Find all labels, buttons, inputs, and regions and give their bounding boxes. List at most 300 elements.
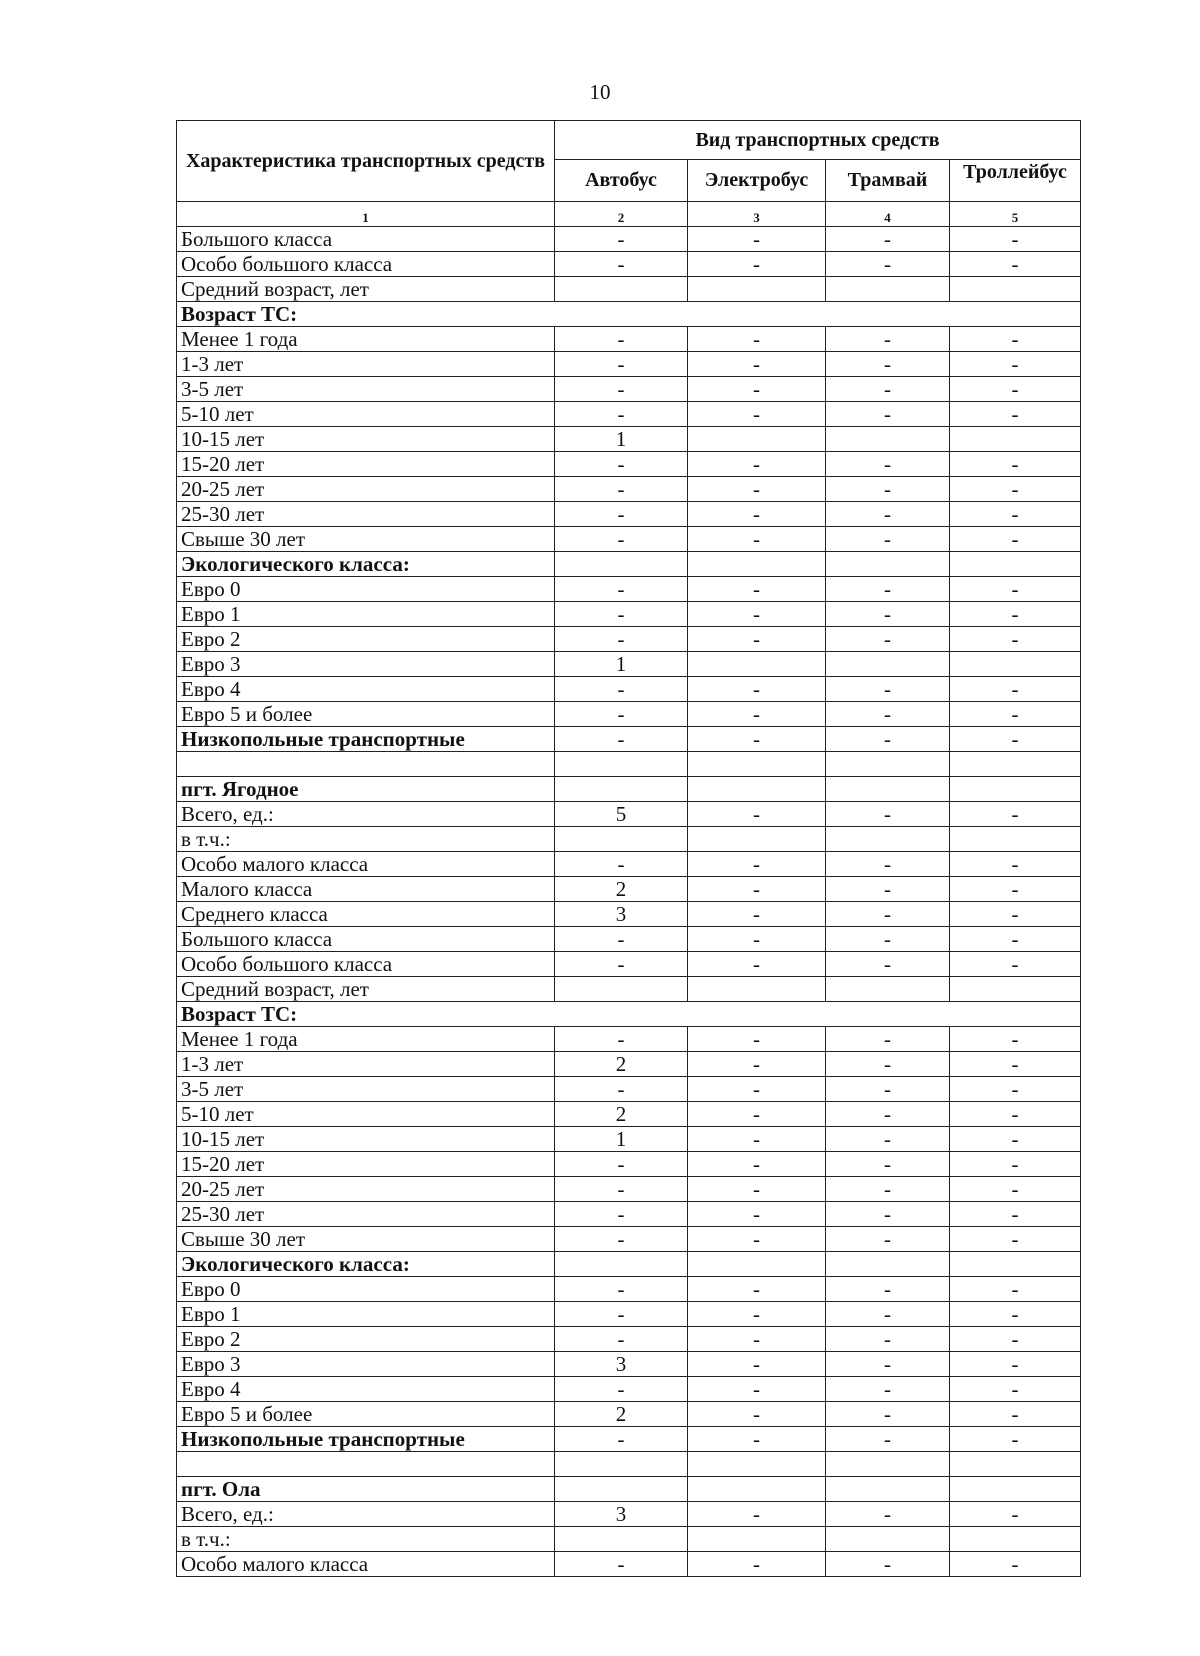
table-cell: - xyxy=(555,1227,688,1252)
row-label xyxy=(177,1452,555,1477)
table-cell: - xyxy=(950,377,1081,402)
table-cell xyxy=(555,1452,688,1477)
table-row xyxy=(177,277,1081,302)
transport-table xyxy=(176,120,1081,1577)
row-label: Свыше 30 лет xyxy=(177,527,555,552)
table-cell: - xyxy=(950,1352,1081,1377)
row-label: 1-3 лет xyxy=(177,352,555,377)
table-cell: - xyxy=(950,1152,1081,1177)
table-row xyxy=(177,302,1081,327)
table-cell: - xyxy=(950,352,1081,377)
table-cell: - xyxy=(950,1102,1081,1127)
table-cell xyxy=(950,552,1081,577)
table-cell: - xyxy=(688,377,826,402)
table-cell: - xyxy=(688,452,826,477)
table-cell: - xyxy=(950,1552,1081,1577)
row-label: Экологического класса: xyxy=(177,552,555,577)
column-number: 2 xyxy=(555,202,688,227)
row-label: пгт. Ола xyxy=(177,1477,555,1502)
row-label: Большого класса xyxy=(177,927,555,952)
row-label: Особо малого класса xyxy=(177,852,555,877)
table-cell: - xyxy=(688,402,826,427)
table-cell xyxy=(688,1477,826,1502)
row-label: Евро 4 xyxy=(177,677,555,702)
table-cell: - xyxy=(555,1427,688,1452)
table-cell: 3 xyxy=(555,1352,688,1377)
table-cell: - xyxy=(826,452,950,477)
table-cell: - xyxy=(950,502,1081,527)
table-cell: - xyxy=(688,852,826,877)
table-cell xyxy=(555,977,688,1002)
table-cell xyxy=(555,277,688,302)
table-cell: - xyxy=(688,902,826,927)
table-cell: - xyxy=(826,377,950,402)
table-cell: - xyxy=(688,502,826,527)
table-cell xyxy=(688,1452,826,1477)
table-row xyxy=(177,552,1081,577)
table-cell: - xyxy=(826,577,950,602)
table-cell: - xyxy=(826,1127,950,1152)
table-cell: - xyxy=(826,1102,950,1127)
table-row xyxy=(177,702,1081,727)
table-cell: - xyxy=(555,927,688,952)
table-cell xyxy=(688,777,826,802)
table-cell: - xyxy=(555,1327,688,1352)
table-cell: - xyxy=(826,1502,950,1527)
row-label: Возраст ТС: xyxy=(177,302,1081,327)
row-label: Средний возраст, лет xyxy=(177,977,555,1002)
header-characteristic: Характеристика транспортных средств xyxy=(177,121,555,202)
table-cell: - xyxy=(826,502,950,527)
table-cell: - xyxy=(688,577,826,602)
table-cell: - xyxy=(555,727,688,752)
table-cell xyxy=(555,1252,688,1277)
table-cell: - xyxy=(950,802,1081,827)
table-cell xyxy=(950,752,1081,777)
table-cell: - xyxy=(950,477,1081,502)
table-cell: - xyxy=(826,1027,950,1052)
page-number: 10 xyxy=(589,80,611,104)
table-cell xyxy=(826,427,950,452)
table-cell xyxy=(826,1527,950,1552)
table-row xyxy=(177,352,1081,377)
row-label: Особо большого класса xyxy=(177,952,555,977)
table-cell: - xyxy=(950,702,1081,727)
table-cell: - xyxy=(826,1152,950,1177)
table-cell: - xyxy=(688,477,826,502)
table-cell: 1 xyxy=(555,652,688,677)
table-cell: - xyxy=(555,502,688,527)
row-label: Свыше 30 лет xyxy=(177,1227,555,1252)
table-cell: - xyxy=(826,1552,950,1577)
table-cell: - xyxy=(826,1427,950,1452)
table-cell: - xyxy=(826,927,950,952)
table-row xyxy=(177,777,1081,802)
spacer-row xyxy=(177,752,1081,777)
table-cell: - xyxy=(688,1102,826,1127)
table-cell: - xyxy=(950,1402,1081,1427)
table-cell xyxy=(826,1477,950,1502)
table-cell: - xyxy=(688,677,826,702)
table-cell: 2 xyxy=(555,1402,688,1427)
row-label: Менее 1 года xyxy=(177,1027,555,1052)
table-cell: - xyxy=(555,1552,688,1577)
table-row xyxy=(177,452,1081,477)
table-row xyxy=(177,602,1081,627)
table-cell: - xyxy=(688,352,826,377)
table-cell: - xyxy=(826,1202,950,1227)
table-cell: - xyxy=(555,1202,688,1227)
table-cell: - xyxy=(826,1352,950,1377)
table-cell xyxy=(555,827,688,852)
header-tram: Трамвай xyxy=(826,160,950,202)
table-cell xyxy=(826,827,950,852)
table-cell: - xyxy=(826,352,950,377)
table-cell: - xyxy=(826,677,950,702)
row-label: Всего, ед.: xyxy=(177,802,555,827)
table-cell: - xyxy=(688,602,826,627)
table-cell: - xyxy=(688,227,826,252)
table-cell xyxy=(826,777,950,802)
table-cell xyxy=(688,1252,826,1277)
table-row xyxy=(177,727,1081,752)
column-number: 1 xyxy=(177,202,555,227)
table-row xyxy=(177,1527,1081,1552)
table-row xyxy=(177,1477,1081,1502)
table-cell: - xyxy=(826,877,950,902)
row-label: 10-15 лет xyxy=(177,1127,555,1152)
row-label: 5-10 лет xyxy=(177,1102,555,1127)
row-label: 15-20 лет xyxy=(177,452,555,477)
table-cell xyxy=(688,652,826,677)
table-row xyxy=(177,1127,1081,1152)
table-row xyxy=(177,902,1081,927)
table-cell: - xyxy=(826,402,950,427)
table-cell: - xyxy=(555,677,688,702)
table-cell: - xyxy=(950,677,1081,702)
table-cell: - xyxy=(950,452,1081,477)
table-cell: - xyxy=(555,1177,688,1202)
table-cell: - xyxy=(555,702,688,727)
table-cell xyxy=(555,1477,688,1502)
row-label: Менее 1 года xyxy=(177,327,555,352)
table-cell xyxy=(688,977,826,1002)
table-cell: 2 xyxy=(555,1052,688,1077)
table-cell: - xyxy=(950,902,1081,927)
table-row xyxy=(177,1202,1081,1227)
table-cell: - xyxy=(950,577,1081,602)
table-cell: - xyxy=(688,1202,826,1227)
table-cell: - xyxy=(826,602,950,627)
row-label: 3-5 лет xyxy=(177,1077,555,1102)
table-cell: - xyxy=(826,477,950,502)
table-cell: - xyxy=(688,727,826,752)
row-label: Возраст ТС: xyxy=(177,1002,1081,1027)
table-cell: - xyxy=(950,1052,1081,1077)
table-cell: 2 xyxy=(555,1102,688,1127)
table-cell xyxy=(826,752,950,777)
table-cell: - xyxy=(950,1502,1081,1527)
table-cell xyxy=(826,977,950,1002)
table-cell: - xyxy=(826,1052,950,1077)
table-row xyxy=(177,577,1081,602)
row-label: 1-3 лет xyxy=(177,1052,555,1077)
table-cell xyxy=(950,277,1081,302)
table-cell: - xyxy=(555,1277,688,1302)
table-cell: - xyxy=(555,952,688,977)
table-row xyxy=(177,527,1081,552)
table-row xyxy=(177,377,1081,402)
table-cell: - xyxy=(555,402,688,427)
table-cell xyxy=(555,552,688,577)
row-label: Экологического класса: xyxy=(177,1252,555,1277)
table-row xyxy=(177,1252,1081,1277)
header-trolleybus-label: Троллейбус xyxy=(963,160,1067,183)
table-cell: - xyxy=(555,852,688,877)
table-cell: - xyxy=(826,852,950,877)
table-cell: - xyxy=(688,527,826,552)
table-cell xyxy=(950,427,1081,452)
row-label: Евро 2 xyxy=(177,1327,555,1352)
row-label: Евро 2 xyxy=(177,627,555,652)
table-row xyxy=(177,852,1081,877)
table-row xyxy=(177,877,1081,902)
table-row xyxy=(177,1002,1081,1027)
table-cell: - xyxy=(688,327,826,352)
table-cell: - xyxy=(826,327,950,352)
table-cell xyxy=(826,552,950,577)
table-cell xyxy=(688,827,826,852)
table-cell: - xyxy=(555,1377,688,1402)
column-number: 3 xyxy=(688,202,826,227)
table-cell: - xyxy=(688,1327,826,1352)
table-cell xyxy=(950,777,1081,802)
table-cell: - xyxy=(826,1377,950,1402)
table-cell: - xyxy=(688,627,826,652)
table-cell: - xyxy=(826,227,950,252)
table-row xyxy=(177,1377,1081,1402)
table-row xyxy=(177,402,1081,427)
table-cell: - xyxy=(950,1027,1081,1052)
table-cell: - xyxy=(555,452,688,477)
table-cell: - xyxy=(950,1302,1081,1327)
table-cell: - xyxy=(688,1302,826,1327)
row-label: Евро 4 xyxy=(177,1377,555,1402)
table-cell: - xyxy=(950,952,1081,977)
table-row xyxy=(177,227,1081,252)
spacer-row xyxy=(177,1452,1081,1477)
table-cell xyxy=(826,1452,950,1477)
row-label: 20-25 лет xyxy=(177,477,555,502)
row-label: 20-25 лет xyxy=(177,1177,555,1202)
table-cell xyxy=(826,1252,950,1277)
table-row xyxy=(177,1177,1081,1202)
table-cell: - xyxy=(950,852,1081,877)
table-cell: - xyxy=(950,1127,1081,1152)
table-cell: 3 xyxy=(555,1502,688,1527)
row-label: в т.ч.: xyxy=(177,1527,555,1552)
table-cell xyxy=(950,1452,1081,1477)
row-label: Евро 1 xyxy=(177,602,555,627)
table-cell: - xyxy=(688,877,826,902)
table-cell: - xyxy=(826,627,950,652)
table-cell xyxy=(950,1252,1081,1277)
table-cell: - xyxy=(688,252,826,277)
table-body xyxy=(177,227,1081,1577)
row-label: в т.ч.: xyxy=(177,827,555,852)
table-cell: - xyxy=(555,1152,688,1177)
table-row xyxy=(177,1077,1081,1102)
table-cell: - xyxy=(688,1227,826,1252)
table-row xyxy=(177,1302,1081,1327)
table-cell xyxy=(826,277,950,302)
table-cell: - xyxy=(688,702,826,727)
table-row xyxy=(177,427,1081,452)
table-row xyxy=(177,977,1081,1002)
table-cell xyxy=(950,1477,1081,1502)
row-label: Особо малого класса xyxy=(177,1552,555,1577)
table-row xyxy=(177,1052,1081,1077)
table-row xyxy=(177,1552,1081,1577)
table-row xyxy=(177,1427,1081,1452)
table-row xyxy=(177,1277,1081,1302)
table-cell: - xyxy=(688,1027,826,1052)
table-cell xyxy=(950,1527,1081,1552)
row-label: Средний возраст, лет xyxy=(177,277,555,302)
table-row xyxy=(177,327,1081,352)
row-label: Особо большого класса xyxy=(177,252,555,277)
table-row xyxy=(177,1027,1081,1052)
table-cell: - xyxy=(555,477,688,502)
table-cell: - xyxy=(950,1177,1081,1202)
table-cell: - xyxy=(688,1052,826,1077)
table-cell: - xyxy=(555,227,688,252)
row-label: Евро 5 и более xyxy=(177,1402,555,1427)
table-row xyxy=(177,1102,1081,1127)
table-cell: - xyxy=(688,952,826,977)
table-cell: - xyxy=(688,1502,826,1527)
table-row xyxy=(177,827,1081,852)
table-cell: - xyxy=(555,377,688,402)
table-cell: - xyxy=(688,1152,826,1177)
table-row xyxy=(177,252,1081,277)
table-cell xyxy=(950,652,1081,677)
table-cell: - xyxy=(555,252,688,277)
table-cell: - xyxy=(688,1552,826,1577)
table-row xyxy=(177,677,1081,702)
table-cell: - xyxy=(555,1302,688,1327)
column-number: 5 xyxy=(950,202,1081,227)
table-cell: - xyxy=(555,1077,688,1102)
table-row xyxy=(177,1402,1081,1427)
table-cell: - xyxy=(950,627,1081,652)
table-header xyxy=(177,121,1081,227)
table-cell: - xyxy=(826,902,950,927)
table-cell xyxy=(950,977,1081,1002)
row-label: Евро 3 xyxy=(177,1352,555,1377)
header-electrobus: Электробус xyxy=(688,160,826,202)
table-cell: - xyxy=(950,1427,1081,1452)
table-cell: - xyxy=(950,602,1081,627)
table-cell: - xyxy=(826,1177,950,1202)
table-cell xyxy=(826,652,950,677)
table-cell xyxy=(688,1527,826,1552)
row-label: Евро 1 xyxy=(177,1302,555,1327)
table-row xyxy=(177,627,1081,652)
header-bus: Автобус xyxy=(555,160,688,202)
table-cell: - xyxy=(688,1402,826,1427)
column-number-row xyxy=(177,202,1081,227)
row-label: 5-10 лет xyxy=(177,402,555,427)
table-cell xyxy=(688,752,826,777)
header-vehicle-type: Вид транспортных средств xyxy=(555,121,1081,160)
table-cell: - xyxy=(950,877,1081,902)
table-cell: 5 xyxy=(555,802,688,827)
table-cell xyxy=(555,777,688,802)
table-cell: - xyxy=(950,1377,1081,1402)
row-label: 3-5 лет xyxy=(177,377,555,402)
table-cell: - xyxy=(826,802,950,827)
table-cell: - xyxy=(950,1077,1081,1102)
table-cell: - xyxy=(950,1277,1081,1302)
table-row xyxy=(177,477,1081,502)
table-row xyxy=(177,502,1081,527)
table-cell: - xyxy=(950,727,1081,752)
table-cell: - xyxy=(950,527,1081,552)
table-cell: - xyxy=(950,402,1081,427)
table-cell: - xyxy=(688,927,826,952)
table-cell: - xyxy=(950,1327,1081,1352)
table-row xyxy=(177,927,1081,952)
table-cell xyxy=(555,752,688,777)
table-cell: - xyxy=(950,927,1081,952)
table-cell: - xyxy=(555,602,688,627)
row-label: 15-20 лет xyxy=(177,1152,555,1177)
table-cell: - xyxy=(826,952,950,977)
table-cell: - xyxy=(688,1127,826,1152)
table-cell: - xyxy=(688,1377,826,1402)
table-row xyxy=(177,1227,1081,1252)
table-cell xyxy=(950,827,1081,852)
table-cell: - xyxy=(688,802,826,827)
table-cell: - xyxy=(950,1202,1081,1227)
table-cell: - xyxy=(826,527,950,552)
table-cell: - xyxy=(555,1027,688,1052)
table-cell: - xyxy=(688,1427,826,1452)
row-label xyxy=(177,752,555,777)
table-cell: - xyxy=(826,252,950,277)
table-cell: - xyxy=(826,727,950,752)
table-cell xyxy=(688,277,826,302)
row-label: Среднего класса xyxy=(177,902,555,927)
table-cell: - xyxy=(688,1177,826,1202)
row-label: 25-30 лет xyxy=(177,502,555,527)
table-cell: - xyxy=(826,1277,950,1302)
table-cell: - xyxy=(555,627,688,652)
table-row xyxy=(177,952,1081,977)
table-cell: - xyxy=(950,327,1081,352)
table-cell xyxy=(688,552,826,577)
table-cell: - xyxy=(950,252,1081,277)
row-label: Низкопольные транспортные xyxy=(177,1427,555,1452)
table-cell: 1 xyxy=(555,1127,688,1152)
row-label: Всего, ед.: xyxy=(177,1502,555,1527)
table-cell: 2 xyxy=(555,877,688,902)
table-row xyxy=(177,1502,1081,1527)
row-label: Большого класса xyxy=(177,227,555,252)
table-cell: 1 xyxy=(555,427,688,452)
row-label: Евро 0 xyxy=(177,1277,555,1302)
